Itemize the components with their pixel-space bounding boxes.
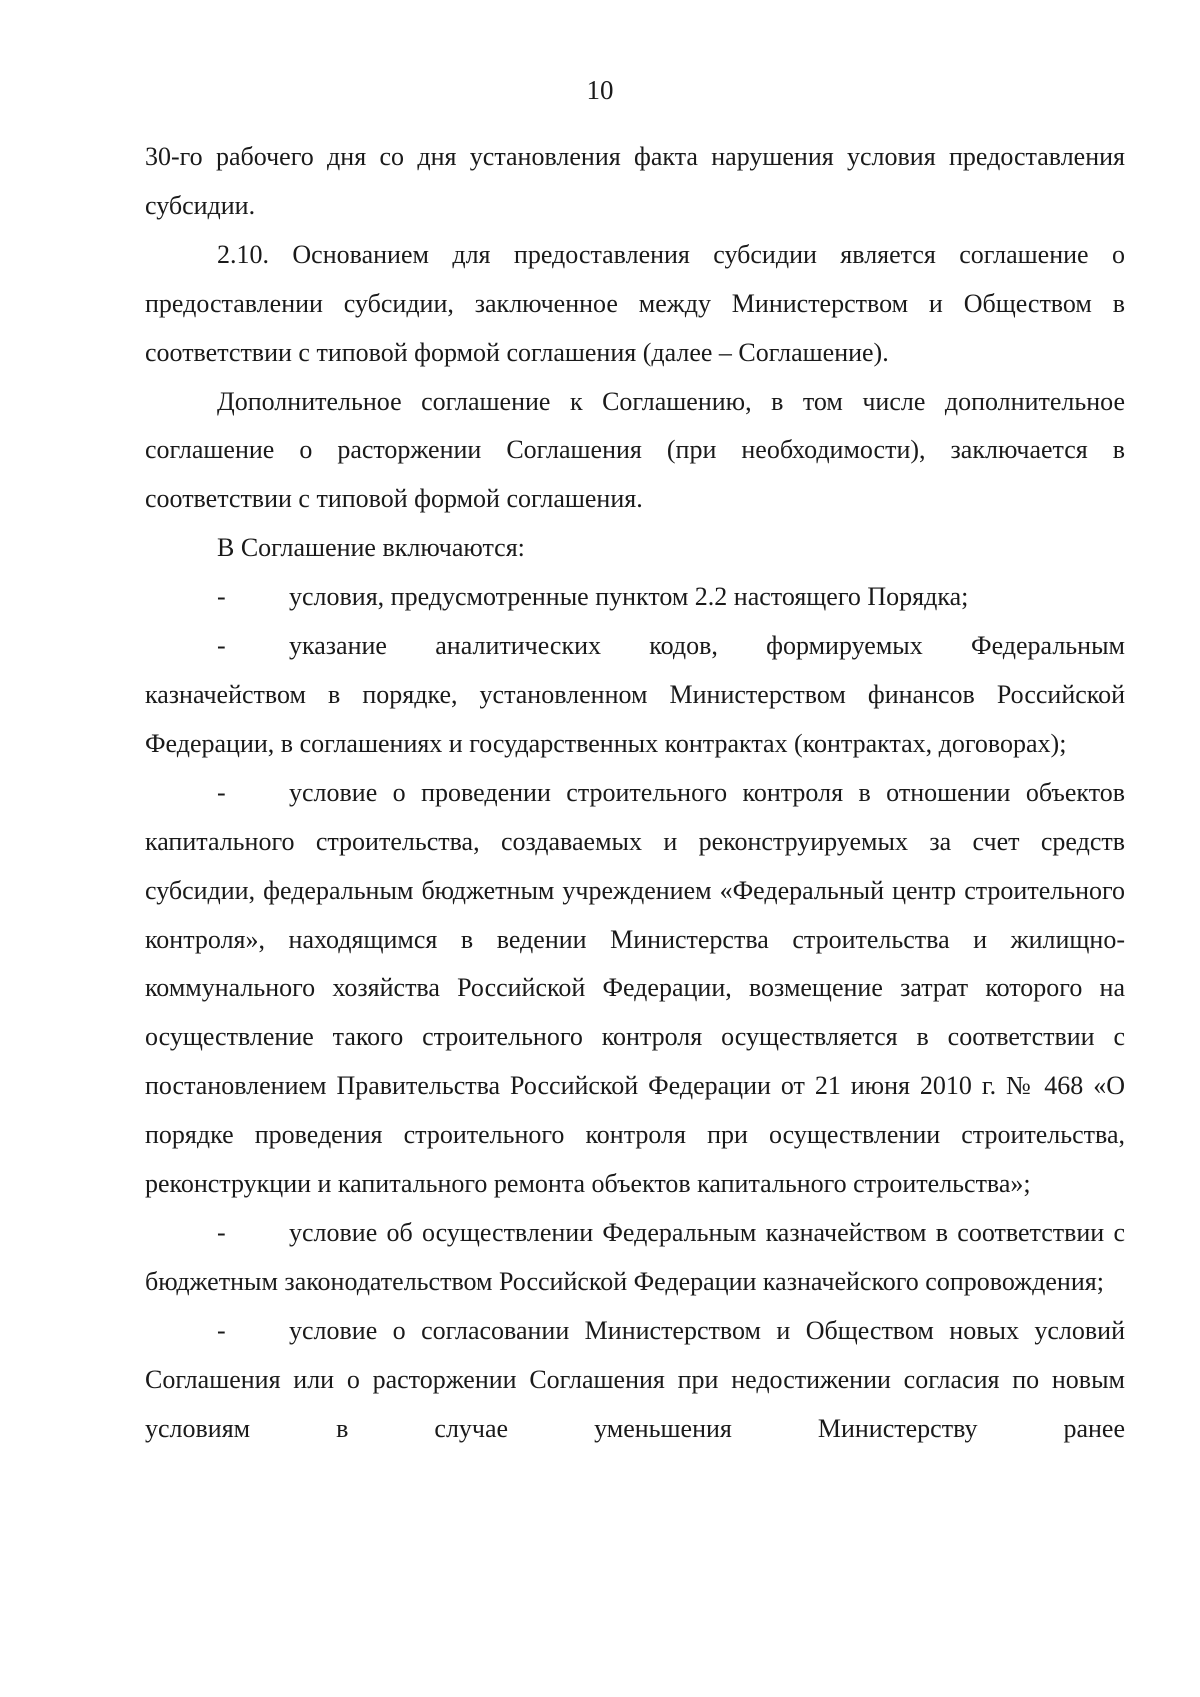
list-item-text: условие об осуществлении Федеральным казначейством в соответствии с бюджетным законодательством Российской Федерации казначейского сопровождения; <box>145 1217 1125 1296</box>
list-item-text: условие о согласовании Министерством и Обществом новых условий Соглашения или о расторжении Соглашения при недостижении согласия по новым условиям в случае уменьшения Министерству ранее <box>145 1315 1125 1443</box>
document-body <box>145 133 1125 1453</box>
list-item <box>145 622 1125 769</box>
list-item <box>145 1307 1125 1454</box>
dash-marker: - <box>217 582 226 612</box>
paragraph-2-10: 2.10. Основанием для предоставления субсидии является соглашение о предоставлении субсидии, заключенное между Министерством и Обществом в соответствии с типовой формой соглашения (далее – Соглашение). <box>145 239 1125 367</box>
paragraph-continuation: 30-го рабочего дня со дня установления факта нарушения условия предоставления субсидии. <box>145 142 1125 220</box>
list-item-text: условия, предусмотренные пунктом 2.2 настоящего Порядка; <box>289 582 969 612</box>
dash-marker: - <box>217 777 226 807</box>
dash-marker: - <box>217 1315 226 1345</box>
list-item <box>145 1209 1125 1307</box>
dash-marker: - <box>217 631 226 661</box>
page-number: 10 <box>586 75 614 105</box>
list-item-text: условие о проведении строительного контроля в отношении объектов капитального строительства, создаваемых и реконструируемых за счет средств субсидии, федеральным бюджетным учреждением «Федеральный центр строительного контроля», находящимся в ведении Министерства строительства и жилищно-коммунального хозяйства Российской Федерации, возмещение затрат которого на осуществление такого строительного контроля осуществляется в соответствии с постановлением Правительства Российской Федерации от 21 июня 2010 г. № 468 «О порядке проведения строительного контроля при осуществлении строительства, реконструкции и капитального ремонта объектов капитального строительства»; <box>145 777 1125 1199</box>
paragraph-agreement-includes: В Соглашение включаются: <box>217 533 525 563</box>
list-item <box>145 573 1125 622</box>
dash-marker: - <box>217 1217 226 1247</box>
paragraph-additional-agreement: Дополнительное соглашение к Соглашению, в том числе дополнительное соглашение о расторжении Соглашения (при необходимости), заключается в соответствии с типовой формой соглашения. <box>145 386 1125 514</box>
list-item <box>145 769 1125 1209</box>
list-item-text: указание аналитических кодов, формируемых Федеральным казначейством в порядке, установленном Министерством финансов Российской Федерации, в соглашениях и государственных контрактах (контрактах, договорах); <box>145 631 1125 758</box>
